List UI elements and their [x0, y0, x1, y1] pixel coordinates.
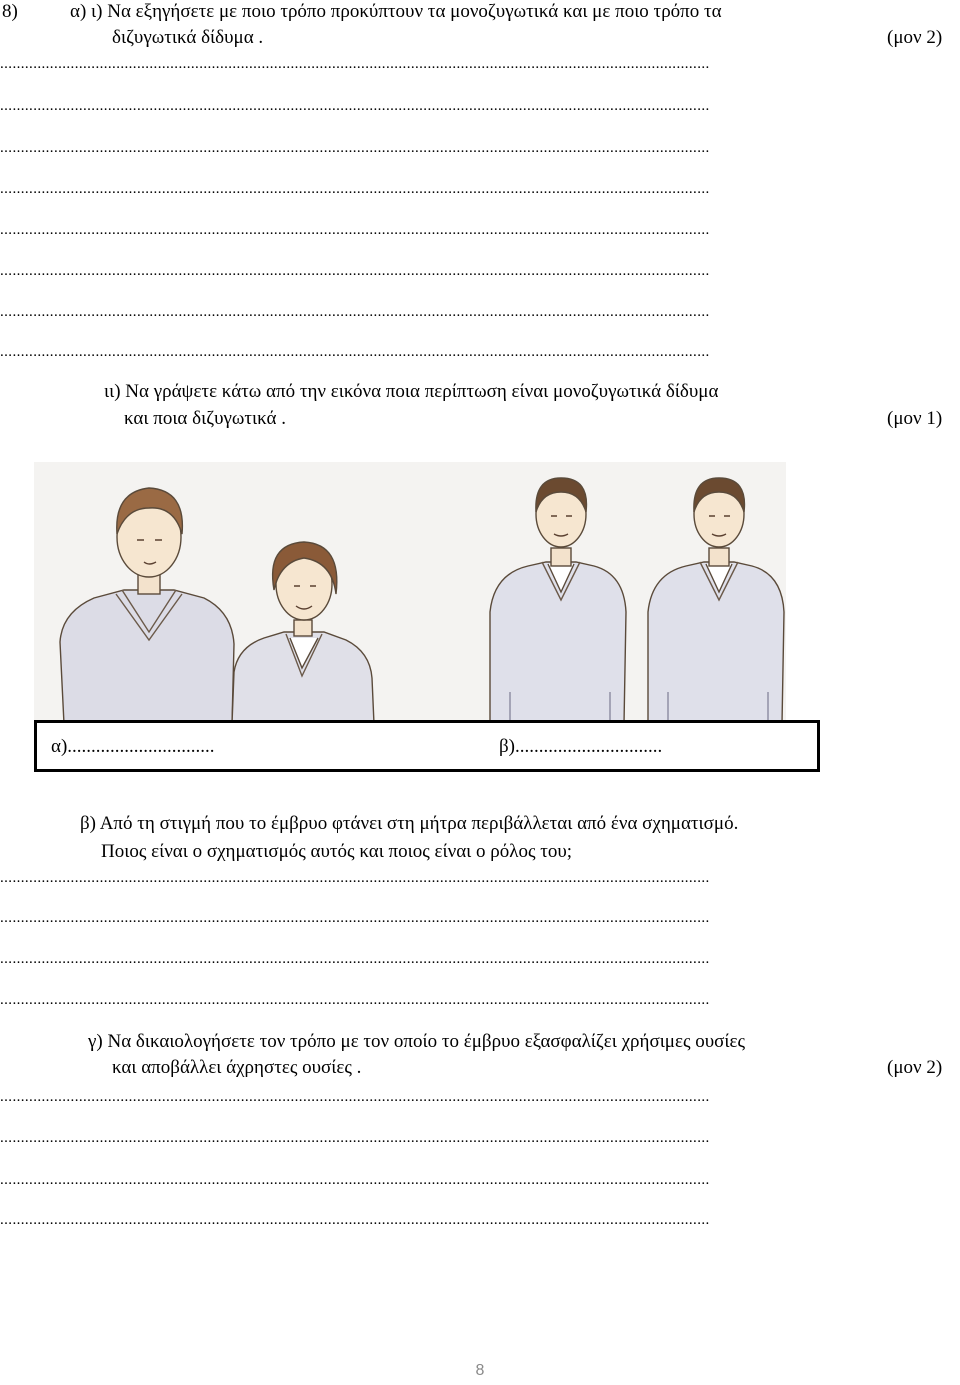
question-b-line2: Ποιος είναι ο σχηματισμός αυτός και ποιος είναι ο ρόλος του;: [101, 841, 573, 862]
page-number: 8: [475, 1362, 485, 1379]
answer-line[interactable]: ...........................................................................................................................................................................: [0, 1130, 710, 1146]
answer-line[interactable]: ...........................................................................................................................................................................: [0, 870, 710, 886]
answer-line[interactable]: ...........................................................................................................................................................................: [0, 910, 710, 926]
twins-illustration: [34, 462, 786, 724]
answer-line[interactable]: ...........................................................................................................................................................................: [0, 263, 710, 279]
question-a-marks: (μον 2): [887, 27, 943, 48]
person-twin-1: [490, 478, 626, 724]
answer-line[interactable]: ...........................................................................................................................................................................: [0, 98, 710, 114]
question-b-line1: β) Από τη στιγμή που το έμβρυο φτάνει στη μήτρα περιβάλλεται από ένα σχηματισμό.: [80, 813, 739, 834]
answer-line[interactable]: ...........................................................................................................................................................................: [0, 1172, 710, 1188]
twins-drawing: [34, 462, 786, 724]
answer-line[interactable]: ...........................................................................................................................................................................: [0, 181, 710, 197]
question-a-line2: διζυγωτικά δίδυμα .: [112, 27, 264, 48]
question-c-marks: (μον 2): [887, 1057, 943, 1078]
question-a2-line1: ιι) Να γράψετε κάτω από την εικόνα ποια περίπτωση είναι μονοζυγωτικά δίδυμα: [104, 381, 719, 402]
person-girl: [232, 542, 374, 724]
answer-line[interactable]: ...........................................................................................................................................................................: [0, 344, 710, 360]
answer-line[interactable]: ...........................................................................................................................................................................: [0, 140, 710, 156]
answer-a-field[interactable]: α)...............................: [51, 736, 215, 757]
answer-b-field[interactable]: β)...............................: [499, 736, 663, 757]
figure-answer-box: [34, 720, 820, 772]
answer-line[interactable]: ...........................................................................................................................................................................: [0, 1089, 710, 1105]
answer-line[interactable]: ...........................................................................................................................................................................: [0, 56, 710, 72]
person-twin-2: [648, 478, 784, 724]
question-a2-marks: (μον 1): [887, 408, 943, 429]
question-c-line2: και αποβάλλει άχρηστες ουσίες .: [112, 1057, 362, 1078]
answer-line[interactable]: ...........................................................................................................................................................................: [0, 951, 710, 967]
answer-line[interactable]: ...........................................................................................................................................................................: [0, 304, 710, 320]
answer-line[interactable]: ...........................................................................................................................................................................: [0, 992, 710, 1008]
question-a-line1: α) ι) Να εξηγήσετε με ποιο τρόπο προκύπτουν τα μονοζυγωτικά και με ποιο τρόπο τα: [70, 1, 722, 22]
question-a2-line2: και ποια διζυγωτικά .: [124, 408, 286, 429]
question-number: 8): [2, 1, 18, 22]
answer-line[interactable]: ...........................................................................................................................................................................: [0, 1212, 710, 1228]
person-boy-left: [60, 488, 234, 724]
answer-line[interactable]: ...........................................................................................................................................................................: [0, 222, 710, 238]
question-c-line1: γ) Να δικαιολογήσετε τον τρόπο με τον οποίο το έμβρυο εξασφαλίζει χρήσιμες ουσίες: [88, 1031, 746, 1052]
